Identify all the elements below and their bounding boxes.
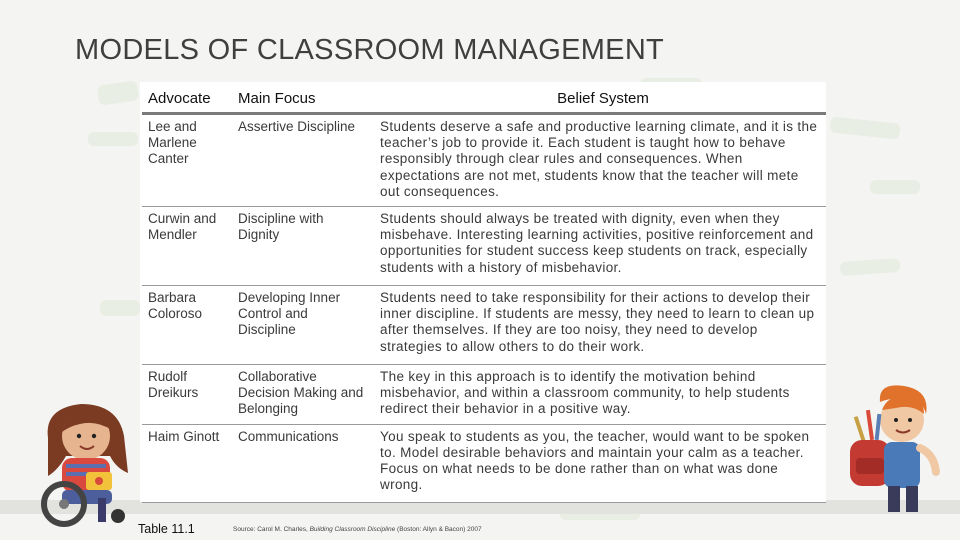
main-focus-cell: Developing Inner Control and Discipline <box>232 286 374 365</box>
table-row <box>142 365 826 425</box>
table-row <box>142 114 826 207</box>
advocate-cell: Curwin and Mendler <box>142 207 232 286</box>
header-belief-system: Belief System <box>374 84 826 114</box>
belief-cell: The key in this approach is to identify the motivation behind misbehavior, and within a classroom community, to help students redirect their behavior in a positive way. <box>374 365 826 425</box>
source-prefix: Source: Carol M. Charles, <box>233 526 308 533</box>
source-suffix: (Boston: Allyn & Bacon) 2007 <box>397 526 482 533</box>
belief-cell: Students should always be treated with dignity, even when they misbehave. Interesting learning activities, positive reinforcement and opportunities for student success keep students on track, especially students with a history of misbehavior. <box>374 207 826 286</box>
advocate-cell: Rudolf Dreikurs <box>142 365 232 425</box>
girl-in-wheelchair-icon <box>36 398 142 530</box>
table-row <box>142 286 826 365</box>
main-focus-cell: Assertive Discipline <box>232 114 374 207</box>
advocate-cell: Haim Ginott <box>142 424 232 502</box>
belief-cell: Students deserve a safe and productive learning climate, and it is the teacher’s job to provide it. Each student is taught how to behave responsibly through clear rules and consequences. When expectations are not met, students know that the teacher will mete out consequences. <box>374 114 826 207</box>
belief-cell: Students need to take responsibility for their actions to develop their inner discipline. If students are messy, they need to learn to clean up after themselves. If they are too noisy, they need to develop strategies to allow others to do their work. <box>374 286 826 365</box>
table-header-row <box>142 84 826 114</box>
boy-with-backpack-icon <box>838 380 948 520</box>
advocate-cell: Lee and Marlene Canter <box>142 114 232 207</box>
background-smudge <box>829 116 900 139</box>
source-citation <box>233 526 482 533</box>
header-advocate: Advocate <box>142 84 232 114</box>
table-row <box>142 207 826 286</box>
header-main-focus: Main Focus <box>232 84 374 114</box>
slide-title: MODELS OF CLASSROOM MANAGEMENT <box>75 34 665 66</box>
main-focus-cell: Communications <box>232 424 374 502</box>
table-caption: Table 11.1 <box>138 522 195 536</box>
background-smudge <box>870 180 920 194</box>
background-smudge <box>100 300 140 316</box>
source-book-title: Building Classroom Discipline <box>309 526 396 533</box>
background-smudge <box>88 132 138 146</box>
main-focus-cell: Collaborative Decision Making and Belonging <box>232 365 374 425</box>
background-smudge <box>840 258 901 276</box>
belief-cell: You speak to students as you, the teacher, would want to be spoken to. Model desirable behaviors and maintain your calm as a teacher. Focus on what needs to be done rather than on what was done wrong. <box>374 424 826 502</box>
models-table <box>142 84 826 503</box>
advocate-cell: Barbara Coloroso <box>142 286 232 365</box>
main-focus-cell: Discipline with Dignity <box>232 207 374 286</box>
table-row <box>142 424 826 502</box>
background-smudge <box>97 80 139 105</box>
